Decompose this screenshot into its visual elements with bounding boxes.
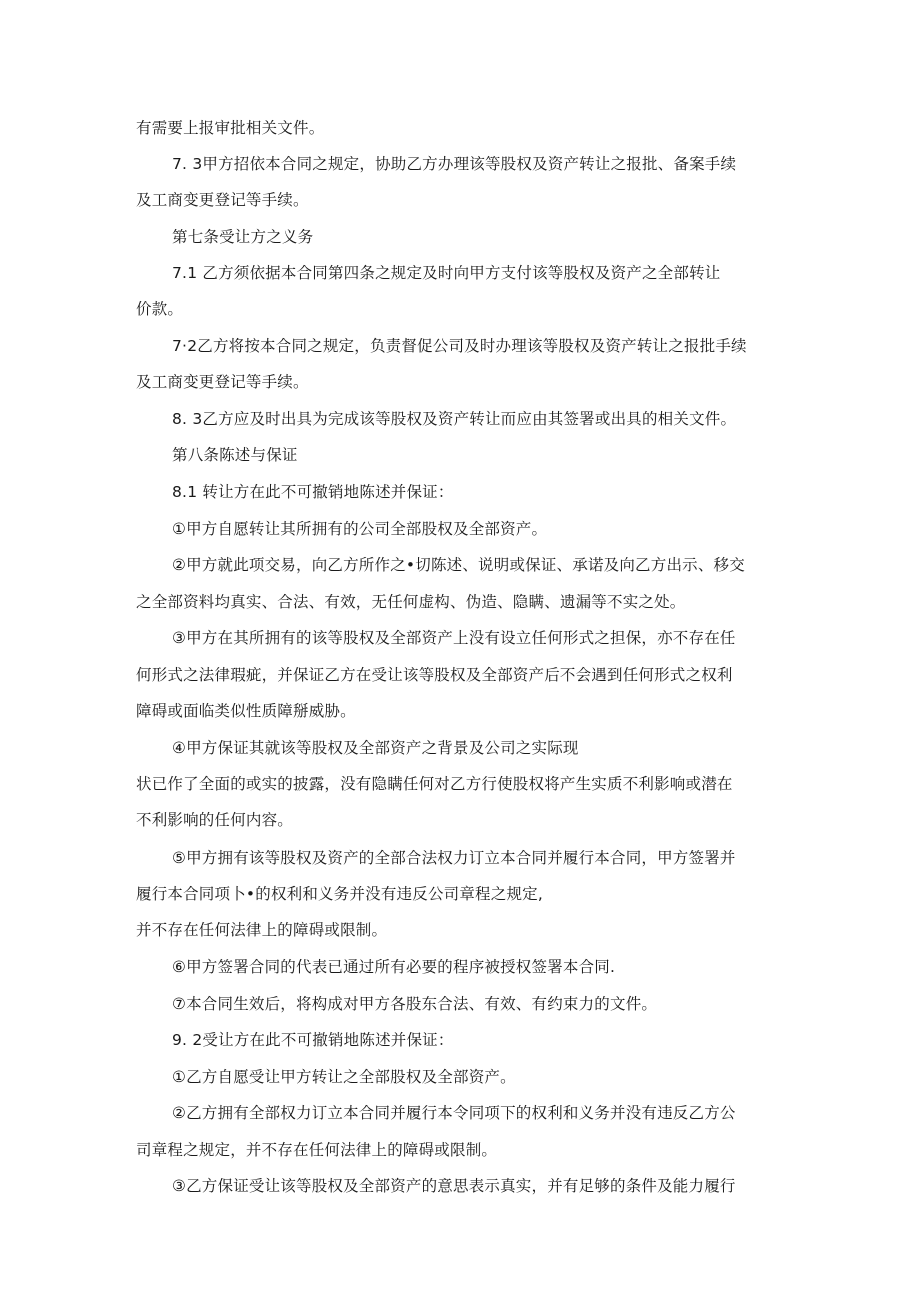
text-line: 司章程之规定，并不存在任何法律上的障碍或限制。 bbox=[136, 1141, 498, 1159]
text-line: ⑥甲方签署合同的代表已通过所有必要的程序被授权签署本合同. bbox=[172, 958, 616, 976]
text-line: 之全部资料均真实、合法、有效，无任何虚构、伪造、隐瞒、遗漏等不实之处。 bbox=[136, 593, 686, 611]
text-line: 9. 2受让方在此不可撤销地陈述并保证： bbox=[172, 1031, 454, 1049]
text-line: 8.1 转让方在此不可撤销地陈述并保证： bbox=[172, 483, 454, 501]
text-line: 何形式之法律瑕疵，并保证乙方在受让该等股权及全部资产后不会遇到任何形式之权利 bbox=[136, 666, 733, 684]
text-line: ②甲方就此项交易，向乙方所作之•切陈述、说明或保证、承诺及向乙方出示、移交 bbox=[172, 556, 745, 574]
text-line: ①乙方自愿受让甲方转让之全部股权及全部资产。 bbox=[172, 1068, 516, 1086]
section-heading: 第七条受让方之义务 bbox=[172, 228, 314, 246]
text-line: ①甲方自愿转让其所拥有的公司全部股权及全部资产。 bbox=[172, 520, 548, 538]
text-line: 7. 3甲方招依本合同之规定，协助乙方办理该等股权及资产转让之报批、备案手续 bbox=[172, 155, 737, 173]
text-line: 价款。 bbox=[136, 300, 184, 318]
text-line: 并不存在任何法律上的障碍或限制。 bbox=[136, 921, 388, 939]
text-line: 及工商变更登记等手续。 bbox=[136, 373, 309, 391]
text-line: ③甲方在其所拥有的该等股权及全部资产上没有设立任何形式之担保，亦不存在任 bbox=[172, 629, 736, 647]
text-line: 障碍或面临类似性质障掰威胁。 bbox=[136, 702, 356, 720]
text-line: ⑦本合同生效后，将构成对甲方各股东合法、有效、有约束力的文件。 bbox=[172, 995, 658, 1013]
text-line: 8. 3乙方应及时出具为完成该等股权及资产转让而应由其签署或出具的相关文件。 bbox=[172, 410, 737, 428]
text-line: ⑤甲方拥有该等股权及资产的全部合法权力订立本合同并履行本合同，甲方签署并 bbox=[172, 849, 736, 867]
text-line: 7.1 乙方须依据本合同第四条之规定及时向甲方支付该等股权及资产之全部转让 bbox=[172, 264, 721, 282]
text-line: 履行本合同项卜•的权利和义务并没有违反公司章程之规定, bbox=[136, 885, 543, 903]
text-line: 不利影响的任何内容。 bbox=[136, 811, 294, 829]
text-line: 及工商变更登记等手续。 bbox=[136, 191, 309, 209]
text-line: 状已作了全面的或实的披露，没有隐瞒任何对乙方行使股权将产生实质不利影响或潜在 bbox=[136, 775, 733, 793]
section-heading: 第八条陈述与保证 bbox=[172, 446, 298, 464]
text-line: ②乙方拥有全部权力订立本合同并履行本令同项下的权利和义务并没有违反乙方公 bbox=[172, 1104, 736, 1122]
text-line: 7·2乙方将按本合同之规定，负责督促公司及时办理该等股权及资产转让之报批手续 bbox=[172, 337, 747, 355]
text-line: ③乙方保证受让该等股权及全部资产的意思表示真实，并有足够的条件及能力履行 bbox=[172, 1177, 736, 1195]
text-line: ④甲方保证其就该等股权及全部资产之背景及公司之实际现 bbox=[172, 739, 579, 757]
text-line: 有需要上报审批相关文件。 bbox=[136, 119, 325, 137]
